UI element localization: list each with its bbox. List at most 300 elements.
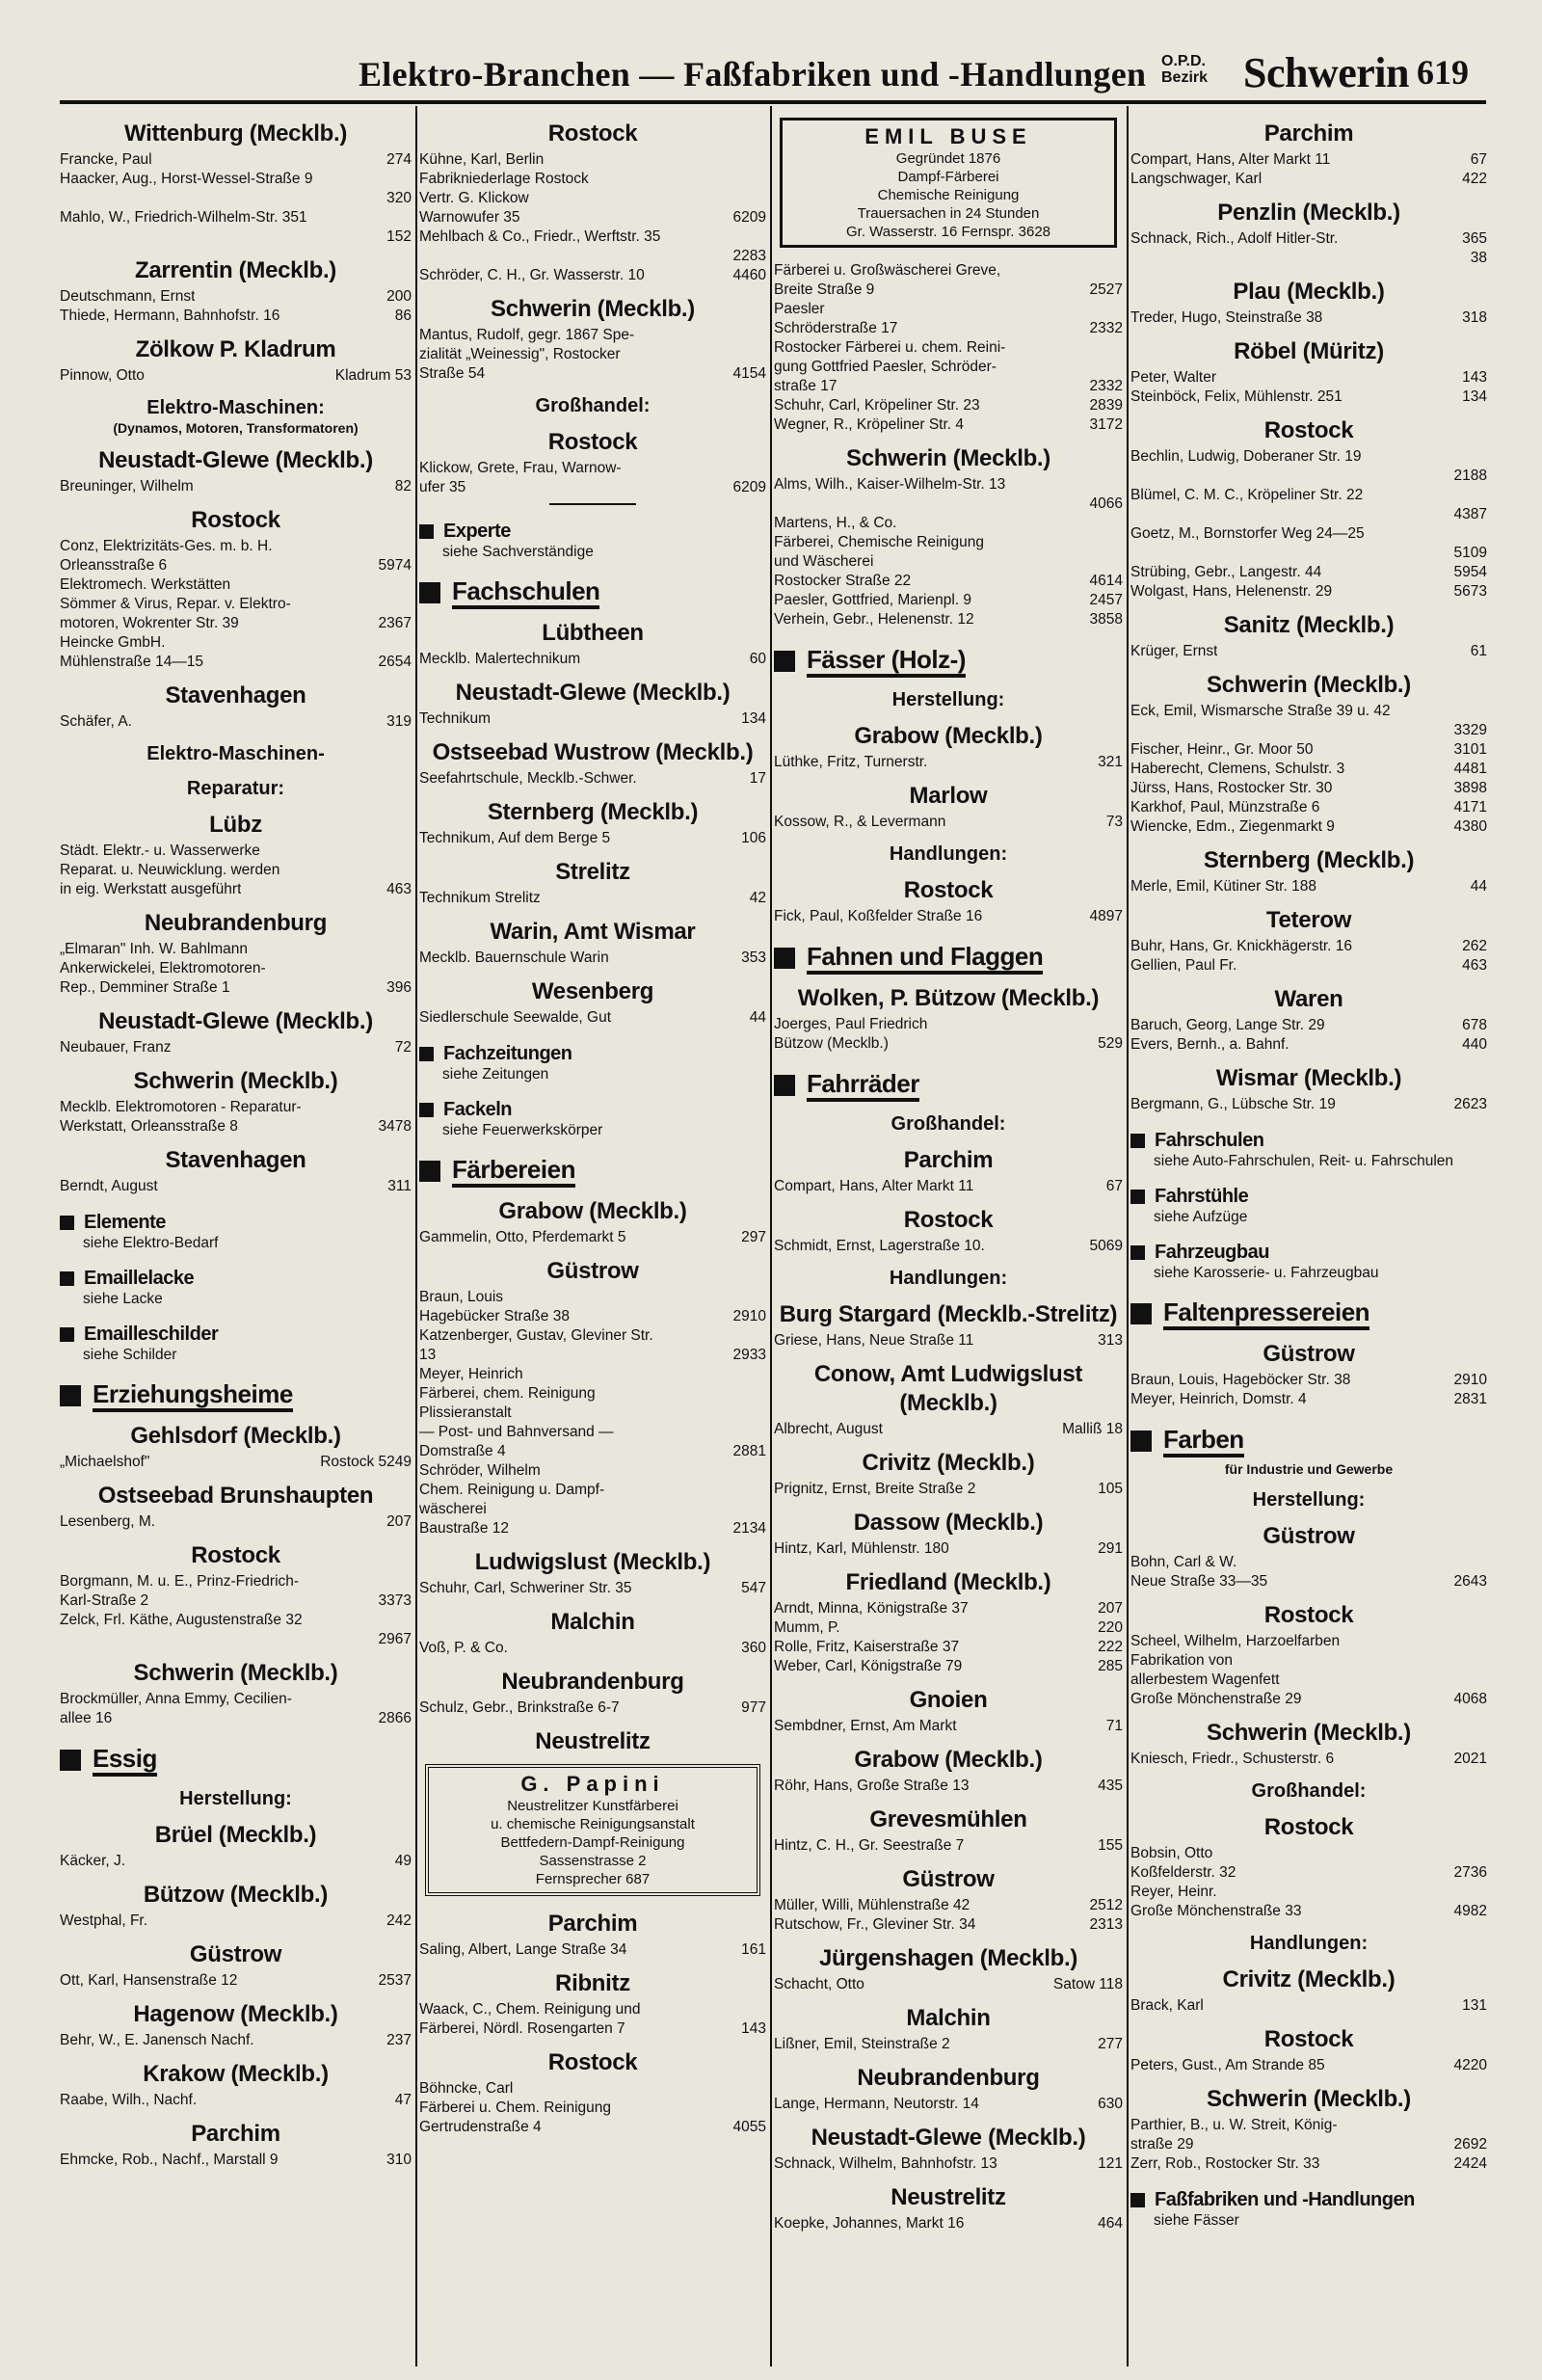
city-heading: Wittenburg (Mecklb.): [123, 120, 348, 147]
entry-name: straße 29: [1130, 2136, 1194, 2153]
column-4: [1130, 110, 1487, 2366]
section-heading: [60, 1268, 412, 1289]
section-title: Fahrzeugbau: [1155, 1242, 1269, 1263]
entry-name: allee 16: [60, 1710, 113, 1726]
directory-entry: [774, 1777, 1123, 1796]
entry-name: Deutschmann, Ernst: [60, 288, 196, 305]
entry-name: Paesler, Gottfried, Marienpl. 9: [774, 592, 972, 608]
phone-number: 143: [741, 2020, 766, 2037]
phone-number: 319: [386, 713, 412, 730]
entry-name: Hintz, Karl, Mühlenstr. 180: [774, 1540, 949, 1557]
subsection-heading: Herstellung:: [179, 1788, 292, 1809]
directory-entry: [1130, 1690, 1487, 1709]
city-heading: Güstrow: [1263, 1341, 1355, 1367]
section-title: Elemente: [84, 1212, 166, 1233]
directory-entry: [60, 537, 412, 556]
directory-entry: [1130, 721, 1487, 740]
section-title: Fahrschulen: [1155, 1130, 1264, 1151]
section-marker-icon: [419, 1161, 440, 1182]
advertisement-line: Dampf-Färberei: [897, 169, 999, 185]
directory-entry: [774, 396, 1123, 415]
entry-name: Mahlo, W., Friedrich-Wilhelm-Str. 351: [60, 209, 307, 226]
entry-name: Schäfer, A.: [60, 713, 132, 730]
directory-entry: [1130, 1863, 1487, 1883]
entry-name: Ott, Karl, Hansenstraße 12: [60, 1972, 238, 1989]
directory-entry: [419, 1519, 766, 1538]
entry-name: Koßfelderstr. 32: [1130, 1864, 1236, 1881]
subsection-heading: Handlungen:: [889, 843, 1008, 865]
directory-entry: [60, 940, 412, 959]
phone-number: 121: [1098, 2155, 1123, 2172]
entry-name: Katzenberger, Gustav, Gleviner Str.: [419, 1327, 653, 1344]
section-marker-icon: [774, 948, 795, 969]
section-title: Fahrstühle: [1155, 1186, 1249, 1207]
city-heading: Marlow: [909, 783, 988, 809]
entry-name: Böhncke, Carl: [419, 2080, 514, 2097]
cross-reference: siehe Schilder: [83, 1347, 177, 1363]
directory-entry: [60, 1098, 412, 1117]
entry-name: Raabe, Wilh., Nachf.: [60, 2092, 198, 2108]
entry-name: Reyer, Heinr.: [1130, 1884, 1217, 1900]
phone-number: 3898: [1453, 780, 1487, 796]
directory-entry: [60, 287, 412, 307]
entry-name: Strübing, Gebr., Langestr. 44: [1130, 564, 1322, 580]
directory-entry: [419, 478, 766, 497]
section-title: Fachschulen: [452, 576, 599, 609]
entry-name: Rolle, Fritz, Kaiserstraße 37: [774, 1639, 960, 1655]
entry-name: Bobsin, Otto: [1130, 1845, 1213, 1861]
city-heading: Grevesmühlen: [869, 1806, 1027, 1832]
phone-number: [1119, 338, 1123, 358]
city-heading: Gehlsdorf (Mecklb.): [130, 1423, 341, 1449]
city-heading: Rostock: [547, 2049, 638, 2075]
directory-entry: [1130, 798, 1487, 817]
phone-number: 71: [1105, 1718, 1123, 1734]
phone-number: 3329: [1453, 722, 1487, 738]
phone-number: 4055: [732, 2119, 766, 2135]
entry-name: gung Gottfried Paesler, Schröder-: [774, 359, 997, 375]
advertisement-line: Gr. Wasserstr. 16 Fernspr. 3628: [845, 224, 1051, 240]
phone-number: 207: [386, 1513, 412, 1530]
directory-entry: [774, 338, 1123, 358]
phone-number: [1119, 514, 1123, 533]
city-heading: Röbel (Müritz): [1234, 338, 1384, 364]
entry-name: Jürss, Hans, Rostocker Str. 30: [1130, 780, 1333, 796]
phone-number: 353: [741, 949, 766, 966]
city-heading: Ribnitz: [555, 1970, 630, 1996]
entry-name: Neubauer, Franz: [60, 1039, 172, 1056]
directory-entry: [1130, 229, 1487, 249]
entry-name: Hintz, C. H., Gr. Seestraße 7: [774, 1837, 965, 1854]
phone-number: 44: [1470, 878, 1487, 895]
entry-name: Lesenberg, M.: [60, 1513, 156, 1530]
entry-name: Klickow, Grete, Frau, Warnow-: [419, 460, 622, 476]
entry-name: Meyer, Heinrich, Domstr. 4: [1130, 1391, 1307, 1407]
phone-number: 17: [749, 770, 766, 787]
directory-entry: [419, 650, 766, 669]
directory-entry: [774, 1618, 1123, 1638]
advertisement-line: Neustrelitzer Kunstfärberei: [507, 1798, 678, 1814]
directory-entry: [774, 1237, 1123, 1256]
phone-number: [762, 1404, 766, 1423]
entry-name: Koepke, Johannes, Markt 16: [774, 2215, 965, 2232]
phone-number: 2332: [1089, 378, 1123, 394]
phone-number: 242: [386, 1912, 412, 1929]
city-heading: Rostock: [903, 1207, 994, 1233]
section-marker-icon: [419, 1103, 434, 1117]
entry-name: Gertrudenstraße 4: [419, 2119, 542, 2135]
directory-entry: [60, 227, 412, 247]
directory-entry: [419, 2079, 766, 2099]
phone-number: 4387: [1453, 506, 1487, 522]
directory-entry: [1130, 1390, 1487, 1409]
city-heading: Bützow (Mecklb.): [143, 1882, 329, 1908]
section-heading: [1130, 1425, 1487, 1457]
directory-entry: [419, 1326, 766, 1346]
phone-number: 311: [387, 1178, 412, 1194]
phone-number: [1119, 358, 1123, 377]
advertisement-line: u. chemische Reinigungsanstalt: [491, 1816, 695, 1832]
phone-number: [408, 1690, 412, 1709]
entry-name: Mantus, Rudolf, gegr. 1867 Spe-: [419, 327, 635, 343]
entry-name: Blümel, C. M. C., Kröpeliner Str. 22: [1130, 487, 1364, 503]
entry-name: Heincke GmbH.: [60, 634, 166, 651]
city-heading: Brüel (Mecklb.): [154, 1822, 317, 1848]
directory-entry: [774, 358, 1123, 377]
entry-name: Sembdner, Ernst, Am Markt: [774, 1718, 957, 1734]
phone-number: 5974: [378, 557, 412, 574]
entry-name: Mumm, P.: [774, 1619, 840, 1636]
entry-name: Peter, Walter: [1130, 369, 1217, 386]
entry-name: Schröderstraße 17: [774, 320, 898, 336]
advertisement-line: Gegründet 1876: [895, 150, 1001, 167]
city-heading: Rostock: [191, 507, 280, 533]
subsection-heading: Handlungen:: [889, 1268, 1008, 1289]
directory-entry: [60, 1177, 412, 1196]
phone-number: [1119, 261, 1123, 281]
entry-name: Domstraße 4: [419, 1443, 506, 1459]
phone-number: [408, 633, 412, 653]
section-heading: [419, 521, 766, 542]
phone-number: 2654: [378, 654, 412, 670]
section-heading: [1130, 1297, 1487, 1330]
section-title: Fachzeitungen: [443, 1043, 572, 1064]
city-heading: Schwerin (Mecklb.): [1207, 2086, 1411, 2112]
entry-name: Pinnow, Otto: [60, 367, 145, 384]
city-heading: Parchim: [903, 1147, 994, 1173]
entry-name: Rostocker Färberei u. chem. Reini-: [774, 339, 1006, 356]
entry-name: 13: [419, 1347, 437, 1363]
city-heading: Güstrow: [1263, 1523, 1355, 1549]
entry-name: Fick, Paul, Koßfelder Straße 16: [774, 908, 983, 924]
entry-name: Bergmann, G., Lübsche Str. 19: [1130, 1096, 1336, 1112]
phone-number: [1119, 533, 1123, 552]
directory-entry: [419, 2118, 766, 2137]
entry-name: Schmidt, Ernst, Lagerstraße 10.: [774, 1238, 985, 1254]
entry-name: Martens, H., & Co.: [774, 515, 897, 531]
entry-name: Compart, Hans, Alter Markt 11: [774, 1178, 974, 1194]
section-title: Färbereien: [452, 1155, 575, 1188]
phone-number: 365: [1462, 230, 1487, 247]
directory-entry: [774, 1915, 1123, 1935]
directory-entry: [419, 266, 766, 285]
section-title: Fahrräder: [807, 1069, 919, 1102]
phone-number: [762, 345, 766, 364]
city-heading: Neustadt-Glewe (Mecklb.): [98, 447, 373, 473]
entry-name: Färberei, Nördl. Rosengarten 7: [419, 2020, 625, 2037]
city-heading: Wismar (Mecklb.): [1215, 1065, 1402, 1091]
entry-name: Bützow (Mecklb.): [774, 1035, 889, 1052]
entry-name: Kniesch, Friedr., Schusterstr. 6: [1130, 1751, 1335, 1767]
phone-number: [408, 940, 412, 959]
entry-name: Städt. Elektr.- u. Wasserwerke: [60, 842, 260, 859]
city-heading: Rostock: [1263, 2026, 1354, 2052]
directory-entry: [1130, 1671, 1487, 1690]
phone-number: 152: [386, 228, 412, 245]
city-heading: Malchin: [906, 2005, 991, 2031]
directory-entry: [1130, 702, 1487, 721]
directory-entry: [60, 1630, 412, 1649]
entry-name: Fabrikation von: [1130, 1652, 1233, 1669]
entry-name: Haacker, Aug., Horst-Wessel-Straße 9: [60, 171, 313, 187]
cross-reference: siehe Zeitungen: [442, 1066, 549, 1083]
entry-name: Mecklb. Bauernschule Warin: [419, 949, 609, 966]
entry-name: Färberei u. Chem. Reinigung: [419, 2099, 612, 2116]
entry-name: Eck, Emil, Wismarsche Straße 39 u. 42: [1130, 703, 1391, 719]
cross-reference: siehe Auto-Fahrschulen, Reit- u. Fahrschulen: [1154, 1153, 1454, 1169]
phone-number: 2736: [1453, 1864, 1487, 1881]
phone-number: 4481: [1453, 761, 1487, 777]
section-marker-icon: [1130, 1190, 1145, 1204]
phone-number: [762, 2000, 766, 2019]
phone-number: 60: [749, 651, 766, 667]
directory-entry: [1130, 740, 1487, 760]
section-heading: [60, 1324, 412, 1345]
entry-name: allerbestem Wagenfett: [1130, 1671, 1280, 1688]
directory-entry: [419, 1423, 766, 1442]
section-marker-icon: [774, 651, 795, 672]
directory-entry: [419, 1008, 766, 1028]
directory-entry: [419, 1228, 766, 1247]
directory-entry: [1130, 877, 1487, 896]
directory-entry: [1130, 467, 1487, 486]
phone-number: 3172: [1089, 416, 1123, 433]
phone-number: 6209: [732, 479, 766, 495]
directory-entry: [1130, 1553, 1487, 1572]
phone-number: 47: [394, 2092, 412, 2108]
directory-entry: [774, 2154, 1123, 2174]
entry-name: Seefahrtschule, Mecklb.-Schwer.: [419, 770, 637, 787]
city-heading: Gnoien: [909, 1687, 988, 1713]
phone-number: [408, 959, 412, 978]
phone-number: [1483, 486, 1487, 505]
directory-entry: [60, 614, 412, 633]
entry-name: Bechlin, Ludwig, Doberaner Str. 19: [1130, 448, 1362, 465]
phone-number: 82: [394, 478, 412, 495]
section-title: Faltenpressereien: [1163, 1297, 1369, 1330]
directory-entry: [774, 813, 1123, 832]
phone-number: 2831: [1453, 1391, 1487, 1407]
section-marker-icon: [60, 1216, 74, 1230]
entry-name: Technikum Strelitz: [419, 890, 541, 906]
city-heading: Dassow (Mecklb.): [853, 1510, 1044, 1536]
city-heading: Neustadt-Glewe (Mecklb.): [455, 680, 731, 706]
entry-name: Straße 54: [419, 365, 486, 382]
column-divider: [415, 106, 417, 2367]
entry-name: Mehlbach & Co., Friedr., Werftstr. 35: [419, 228, 661, 245]
directory-entry: [774, 753, 1123, 772]
entry-name: Saling, Albert, Lange Straße 34: [419, 1941, 627, 1958]
section-title: Fässer (Holz-): [807, 645, 966, 678]
directory-entry: [419, 1365, 766, 1384]
entry-name: Hagebücker Straße 38: [419, 1308, 570, 1324]
entry-name: in eig. Werkstatt ausgeführt: [60, 881, 242, 897]
city-heading: Schwerin (Mecklb.): [133, 1660, 338, 1686]
phone-number: 2643: [1453, 1573, 1487, 1590]
section-heading: [60, 1212, 412, 1233]
directory-entry: [419, 2099, 766, 2118]
city-heading: Sternberg (Mecklb.): [487, 799, 699, 825]
directory-entry: [774, 552, 1123, 572]
directory-entry: [774, 572, 1123, 591]
directory-entry: [1130, 817, 1487, 837]
entry-name: Vertr. G. Klickow: [419, 190, 529, 206]
phone-number: 143: [1462, 369, 1487, 386]
entry-name: Baruch, Georg, Lange Str. 29: [1130, 1017, 1325, 1033]
entry-name: Färberei u. Großwäscherei Greve,: [774, 262, 1001, 279]
phone-number: [408, 537, 412, 556]
directory-entry: [60, 477, 412, 496]
directory-entry: [60, 2151, 412, 2170]
phone-number: 105: [1098, 1481, 1123, 1497]
city-heading: Rostock: [191, 1542, 280, 1568]
directory-entry: [60, 1038, 412, 1057]
entry-name: Bohn, Carl & W.: [1130, 1554, 1237, 1570]
phone-number: 630: [1098, 2096, 1123, 2112]
separator-rule: [549, 503, 636, 505]
entry-name: Warnowufer 35: [419, 209, 520, 226]
directory-entry: [1130, 249, 1487, 268]
phone-number: 222: [1098, 1639, 1123, 1655]
directory-entry: [1130, 524, 1487, 544]
phone-number: 67: [1105, 1178, 1123, 1194]
phone-number: [762, 1423, 766, 1442]
entry-name: Gellien, Paul Fr.: [1130, 957, 1237, 974]
entry-name: Orleansstraße 6: [60, 557, 168, 574]
city-heading: Parchim: [547, 1911, 638, 1937]
directory-entry: [774, 300, 1123, 319]
section-title: Essig: [93, 1744, 157, 1777]
directory-entry: [419, 1461, 766, 1481]
entry-name: Schnack, Rich., Adolf Hitler-Str.: [1130, 230, 1339, 247]
section-marker-icon: [60, 1271, 74, 1286]
directory-entry: [774, 281, 1123, 300]
phone-number: [762, 2099, 766, 2118]
cross-reference: siehe Lacke: [83, 1291, 163, 1307]
directory-entry: [774, 495, 1123, 514]
advertisement-line: Sassenstrasse 2: [539, 1853, 647, 1869]
entry-name: Peters, Gust., Am Strande 85: [1130, 2057, 1325, 2073]
directory-entry: [419, 1481, 766, 1500]
phone-number: [762, 326, 766, 345]
cross-reference: siehe Elektro-Bedarf: [83, 1235, 219, 1251]
entry-name: Röhr, Hans, Große Straße 13: [774, 1778, 970, 1794]
directory-entry: [774, 261, 1123, 281]
entry-name: Schnack, Wilhelm, Bahnhofstr. 13: [774, 2155, 997, 2172]
entry-name: Große Mönchenstraße 33: [1130, 1903, 1302, 1919]
phone-number: 73: [1105, 814, 1123, 830]
entry-name: Conz, Elektrizitäts-Ges. m. b. H.: [60, 538, 273, 554]
directory-entry: [1130, 1651, 1487, 1671]
section-title: Faßfabriken und -Handlungen: [1155, 2189, 1415, 2210]
directory-entry: [774, 533, 1123, 552]
phone-number: 4614: [1089, 573, 1123, 589]
city-heading: Ludwigslust (Mecklb.): [474, 1549, 711, 1575]
phone-number: 285: [1098, 1658, 1123, 1674]
directory-entry: [419, 769, 766, 789]
directory-entry: [1130, 642, 1487, 661]
city-heading: Crivitz (Mecklb.): [862, 1450, 1035, 1476]
phone-number: 2021: [1453, 1751, 1487, 1767]
directory-entry: [1130, 779, 1487, 798]
advertisement-box: [780, 118, 1117, 248]
phone-number: 155: [1098, 1837, 1123, 1854]
section-marker-icon: [1130, 1245, 1145, 1260]
section-heading: [1130, 1242, 1487, 1263]
directory-entry: [60, 880, 412, 899]
city-heading: Ostseebad Wustrow (Mecklb.): [432, 739, 754, 765]
phone-number: 4220: [1453, 2057, 1487, 2073]
directory-entry: [419, 1698, 766, 1718]
phone-number: 463: [386, 881, 412, 897]
phone-number: 463: [1462, 957, 1487, 974]
directory-entry: [60, 366, 412, 386]
cross-reference: siehe Sachverständige: [442, 544, 594, 560]
entry-name: Wiencke, Edm., Ziegenmarkt 9: [1130, 818, 1335, 835]
entry-name: Francke, Paul: [60, 151, 152, 168]
city-heading: Rostock: [547, 429, 638, 455]
directory-entry: [419, 709, 766, 729]
phone-number: [1119, 552, 1123, 572]
section-marker-icon: [419, 524, 434, 539]
city-heading: Wesenberg: [531, 978, 654, 1004]
city-heading: Schwerin (Mecklb.): [491, 296, 695, 322]
entry-name: Braun, Louis: [419, 1289, 504, 1305]
directory-entry: [60, 2031, 412, 2050]
entry-name: Waack, C., Chem. Reinigung und: [419, 2001, 641, 2018]
phone-number: 2910: [732, 1308, 766, 1324]
phone-number: 42: [749, 890, 766, 906]
entry-name: Kühne, Karl, Berlin: [419, 151, 545, 168]
entry-name: Parthier, B., u. W. Streit, König-: [1130, 2117, 1338, 2133]
phone-number: 321: [1098, 754, 1123, 770]
entry-name: Färberei, Chemische Reinigung: [774, 534, 984, 550]
directory-entry: [1130, 582, 1487, 602]
phone-number: 3373: [378, 1592, 412, 1609]
subsection-note: (Dynamos, Motoren, Transformatoren): [113, 420, 359, 436]
phone-number: 2866: [378, 1710, 412, 1726]
phone-number: [1483, 1883, 1487, 1902]
page-number: 619: [1417, 53, 1469, 92]
directory-entry: [1130, 1750, 1487, 1769]
directory-entry: [60, 307, 412, 326]
directory-entry: [774, 1539, 1123, 1559]
phone-number: 4897: [1089, 908, 1123, 924]
directory-entry: [60, 170, 412, 189]
entry-name: Langschwager, Karl: [1130, 171, 1263, 187]
phone-number: [1483, 1671, 1487, 1690]
phone-number: [1483, 1632, 1487, 1651]
